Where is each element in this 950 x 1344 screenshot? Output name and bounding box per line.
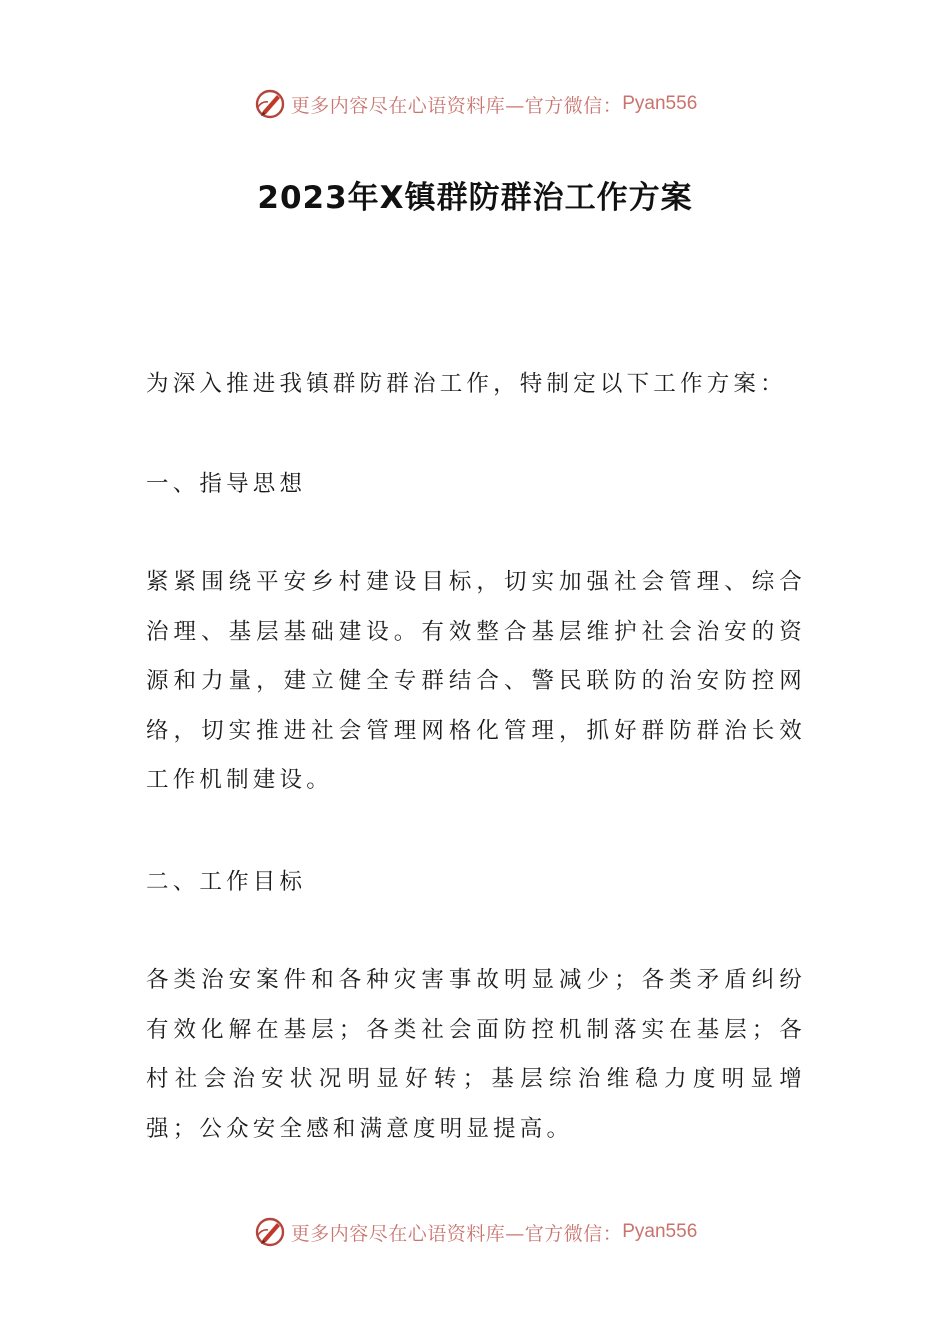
intro-paragraph: 为深入推进我镇群防群治工作，特制定以下工作方案： [146,371,787,397]
watermark-text: 更多内容尽在心语资料库—官方微信： [290,94,623,117]
section-body-work-goals: 各类治安案件和各种灾害事故明显减少；各类矛盾纠纷有效化解在基层；各类社会面防控机制落实在基层；各村社会治安状况明显好转；基层综治维稳力度明显增强；公众安全感和满意度明显提高。 [146,967,806,1142]
section-body-guiding-ideology: 紧紧围绕平安乡村建设目标，切实加强社会管理、综合治理、基层基础建设。有效整合基层维护社会治安的资源和力量，建立健全专群结合、警民联防的治安防控网络，切实推进社会管理网格化管理，抓好群防群治长效工作机制建设。 [146,569,806,793]
footer-watermark [0,1212,950,1252]
watermark-wechat-id: Pyan556 [622,93,698,114]
watermark-wechat-id: Pyan556 [622,1221,698,1242]
section-heading-guiding-ideology: 一、指导思想 [146,471,307,497]
document-title: 2023年X镇群防群治工作方案 [257,180,693,216]
section-heading-work-goals: 二、工作目标 [146,869,307,895]
pen-logo-icon [253,1215,287,1249]
header-watermark [0,84,950,124]
watermark-text: 更多内容尽在心语资料库—官方微信： [290,1222,623,1245]
pen-logo-icon [253,87,287,121]
